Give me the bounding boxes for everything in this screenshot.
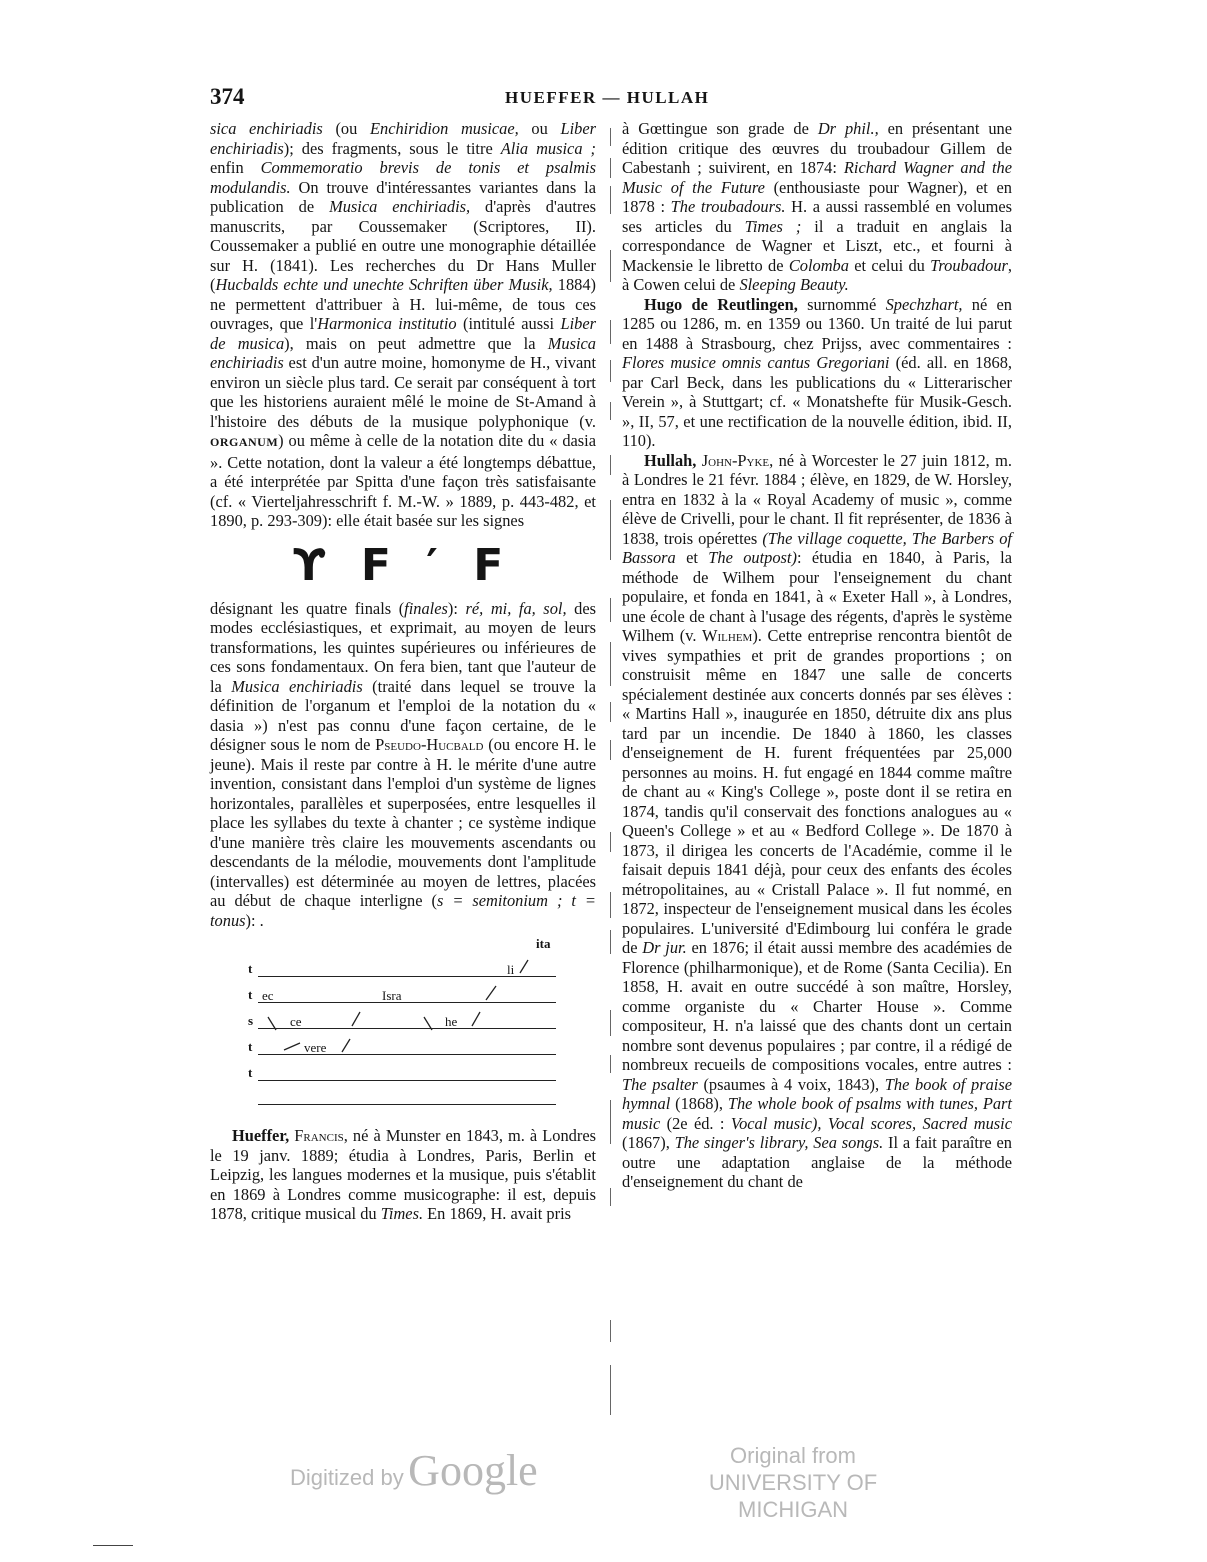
- neume-signs: ϒ F ′ F: [292, 539, 514, 591]
- right-column: [622, 119, 1012, 1192]
- watermark-digitized: [290, 1445, 538, 1496]
- melody-stroke: [486, 986, 496, 1000]
- staff-interval-label: t: [248, 987, 253, 1002]
- staff-interval-label: t: [248, 1039, 253, 1054]
- text-run: Vocal music), Vocal scores, Sacred music: [730, 1113, 1012, 1133]
- text-run: Dr jur.: [642, 938, 687, 957]
- text-run: Liber de musica: [210, 314, 596, 353]
- text-run: The psalter: [622, 1074, 698, 1094]
- text-run: The singer's library, Sea songs.: [674, 1133, 884, 1152]
- melody-stroke: [520, 960, 528, 973]
- text-run: (The village coquette, The Barbers of Bassora: [622, 528, 1012, 567]
- staff-interval-label: t: [248, 1065, 253, 1080]
- text-run: Hueffer,: [232, 1126, 290, 1145]
- text-run: Dr phil.,: [817, 119, 879, 138]
- paragraph-hucbald-continued: sica enchiriadis (ou Enchiridion musicae, ou Liber enchiriadis); des fragments, sous le titre Alia musica ; enfin Commemoratio brevis de tonis et psalmis modulandis. On trouve d'intéressantes variantes dans la publication de Musica enchiriadis, d'après d'autres manuscrits, par Coussemaker (Scriptores, II). Coussemaker a publié en outre une monographie détaillée sur H. (1841). Les recherches du Dr Hans Muller (Hucbalds echte und unechte Schriften über Musik, 1884) ne permettent d'attribuer à H. lui-même, de tous ces ouvrages, que l'Harmonica institutio (intitulé aussi Liber de musica), mais on peut admettre que la Musica enchiriadis est d'un autre moine, homonyme de H., vivant environ un siècle plus tard. Ce serait par conséquent à tort que les historiens auraient mêlé le moine de St-Amand à l'histoire des débuts de la musique polyphonique (v. ORGANUM) ou même à celle de la notation dite du « dasia ». Cette notation, dont la valeur a été longtemps débattue, a été interprétée par Spitta d'une façon très satisfaisante (cf. « Vierteljahresschrift f. M.-W. » 1889, p. 443-482, et 1890, p. 293-309): elle était basée sur les signes: [210, 119, 596, 530]
- staff-syllable: li: [507, 962, 515, 977]
- staff-interval-label: s: [248, 1013, 254, 1028]
- entry-hueffer: Hueffer, Francis, né à Munster en 1843, m. à Londres le 19 janv. 1889; étudia à Londres, Paris, Berlin et Leipzig, les langues modernes et la musique, puis s'établit en 1869 à Londres comme musicographe: il est, depuis 1878, critique musical du Times. En 1869, H. avait pris: [210, 1126, 596, 1223]
- staff-syllable: Isra: [382, 988, 402, 1003]
- paragraph-hueffer-continued: à Gœttingue son grade de Dr phil., en présentant une édition critique des œuvres du troubadour Gillem de Cabestanh ; suivirent, en 1874: Richard Wagner and the Music of the Future (enthousiaste pour Wagner), et en 1878 : The troubadours. H. a aussi rassemblé en volumes ses articles du Times ; il a traduit en anglais la correspondance de Wagner et Liszt, etc., et fourni à Mackensie le libretto de Colomba et celui du Troubadour, à Cowen celui de Sleeping Beauty.: [622, 119, 1013, 294]
- text-run: Musica enchiriadis: [210, 333, 596, 372]
- staff-syllable: vere: [304, 1040, 327, 1055]
- entry-hullah: Hullah, John-Pyke, né à Worcester le 27 juin 1812, m. à Londres le 21 févr. 1884 ; élève, en 1829, de W. Horsley, entra en 1832 à la « Royal Academy of music », comme élève de Crivelli, pour le chant. Il fit représenter, de 1836 à 1838, trois opérettes (The village coquette, The Barbers of Bassora et The outpost): étudia en 1840, à Paris, la méthode de Wilhem pour l'enseignement du chant populaire, et fonda en 1841, à « Exeter Hall », à Londres, une école de chant à l'usage des régents, d'après le système Wilhem (v. Wilhem). Cette entreprise rencontra bientôt de vives sympathies et prit de grandes proportions ; on construisit même en 1847 une salle de concerts spécialement destinée aux concerts donnés par ses élèves : « Martins Hall », inaugurée en 1850, détruite dix ans plus tard par un incendie. De 1840 à 1860, les classes d'enseignement de H. furent fréquentées par 25,000 personnes au moins. H. fut engagé en 1844 comme maître de chant au « King's College », poste dont il se retira en 1874, tandis qu'il conservait des fonctions analogues au « Queen's College » et au « Bedford College ». De 1870 à 1873, il dirigea les concerts de l'Académie, comme il le faisait depuis 1841 déjà, pour ceux des enfants des écoles métropolitaines, au « Cristall Palace ». Il fut nommé, en 1872, inspecteur de l'enseignement musical dans les écoles populaires. L'université d'Edimbourg lui conféra le grade de Dr jur. en 1876; il était aussi membre des académies de Florence (philharmonique), et de Rome (Santa Cecilia). En 1858, H. avait en outre succédé à son maître, Horsley, comme organiste du « Charter House ». Comme compositeur, H. n'a laissé que des chants dont un certain nombre sont devenus populaires ; par contre, il a rédigé de nombreux recueils de compositions vocales, entre autres : The psalter (psaumes à 4 voix, 1843), The book of praise hymnal (1868), The whole book of psalms with tunes, Part music (2e éd. : Vocal music), Vocal scores, Sacred music (1867), The singer's library, Sea songs. Il a fait paraître en outre une adaptation anglaise de la méthode d'enseignement du chant de: [622, 450, 1012, 1191]
- melody-stroke: [424, 1017, 432, 1030]
- melody-strokes: [210, 940, 596, 1108]
- text-run: Musica enchiriadis: [231, 676, 363, 696]
- university-text: UNIVERSITY OF MICHIGAN: [708, 1470, 878, 1522]
- text-run: Spechzhart,: [885, 294, 963, 314]
- text-run: Alia musica ;: [500, 138, 596, 158]
- digitized-text: Digitized by: [290, 1465, 404, 1490]
- text-run: Flores musice omnis cantus Gregoriani: [622, 353, 890, 372]
- text-run: sica enchiriadis: [210, 119, 323, 138]
- original-from-text: Original from: [730, 1443, 856, 1468]
- text-run: Liber enchiriadis: [210, 119, 596, 158]
- watermark-original: [668, 1442, 918, 1523]
- staff-syllable: ec: [262, 988, 274, 1003]
- text-run: Richard Wagner and the Music of the Future: [622, 158, 1012, 197]
- staff-syllable: ce: [290, 1014, 302, 1029]
- entry-hugo-de-reutlingen: Hugo de Reutlingen, surnommé Spechzhart, né en 1285 ou 1286, m. en 1359 ou 1360. Un traité de lui parut en 1488 à Strasbourg, chez Prijss, avec commentaires : Flores musice omnis cantus Gregoriani (éd. all. en 1868, par Carl Beck, dans les publications du « Litterarischer Verein », à Stuttgart; cf. « Monatshefte für Musik-Gesch. », II, 57, et une rectification de la nouvelle édition, ibid. II, 110).: [622, 294, 1012, 450]
- text-run: finales: [404, 598, 448, 618]
- running-head: HUEFFER — HULLAH: [505, 88, 710, 107]
- text-run: Pseudo-Hucbald: [375, 735, 484, 754]
- text-run: The outpost): [708, 548, 797, 567]
- staff-syllable: ita: [536, 936, 551, 951]
- melody-stroke: [268, 1017, 276, 1030]
- text-run: The book of praise hymnal: [622, 1074, 1012, 1113]
- text-run: ORGANUM: [210, 435, 279, 449]
- text-run: Hucbalds echte und unechte Schriften über Musik,: [215, 275, 553, 294]
- text-run: Harmonica institutio: [317, 314, 457, 333]
- melody-stroke: [352, 1012, 360, 1026]
- text-run: Wilhem: [702, 626, 753, 645]
- text-run: Francis: [294, 1126, 344, 1145]
- text-run: Commemoratio brevis de tonis et psalmis modulandis.: [210, 158, 596, 197]
- text-run: Times.: [380, 1204, 424, 1223]
- corner-rule: [93, 1545, 133, 1546]
- text-run: ré, mi, fa, sol,: [465, 598, 567, 618]
- melody-stroke: [472, 1012, 480, 1026]
- page-number: 374: [210, 84, 245, 109]
- staff-interval-label: t: [248, 961, 253, 976]
- text-run: The whole book of psalms with tunes, Part music: [622, 1094, 1012, 1133]
- text-run: Sleeping Beauty.: [739, 275, 849, 294]
- staff-syllable: he: [445, 1014, 458, 1029]
- text-run: Colomba: [788, 255, 849, 275]
- text-run: Enchiridion musicae,: [369, 119, 519, 138]
- google-logo: Google: [408, 1446, 538, 1495]
- staff-diagram: [210, 936, 596, 1108]
- text-run: Musica enchiriadis,: [329, 197, 471, 216]
- paragraph-finals: désignant les quatre finals (finales): ré, mi, fa, sol, des modes ecclésiastiques, et exprimait, au moyen de leurs transformations, les quintes supérieures ou inférieures de ces sons fondamentaux. On fera bien, tant que l'auteur de la Musica enchiriadis (traité dans lequel se trouve la définition de l'organum et l'emploi de la notation du « dasia ») n'est pas connu d'une façon certaine, de le désigner sous le nom de Pseudo-Hucbald (ou encore H. le jeune). Mais il reste par contre à H. le mérite d'une autre invention, consistant dans l'emploi d'un système de lignes horizontales, parallèles et superposées, entre lesquelles il place les syllabes du texte à chanter ; ce système indique d'une manière très claire les mouvements ascendants ou descendants de la mélodie, mouvements dont l'amplitude (intervalles) est déterminée au moyen de lettres, placées au début de chaque interligne (s = semitonium ; t = tonus): .: [210, 598, 596, 930]
- text-run: Times ;: [744, 216, 802, 236]
- text-run: The troubadours.: [670, 197, 786, 216]
- left-column: [210, 119, 596, 1224]
- text-run: Hugo de Reutlingen,: [644, 294, 798, 314]
- text-run: Hullah,: [644, 450, 697, 470]
- text-run: John-Pyke: [701, 450, 770, 470]
- melody-stroke: [284, 1043, 300, 1050]
- text-run: s = semitonium ; t = tonus: [210, 891, 596, 930]
- melody-stroke: [342, 1039, 350, 1052]
- text-run: Troubadour: [930, 255, 1008, 275]
